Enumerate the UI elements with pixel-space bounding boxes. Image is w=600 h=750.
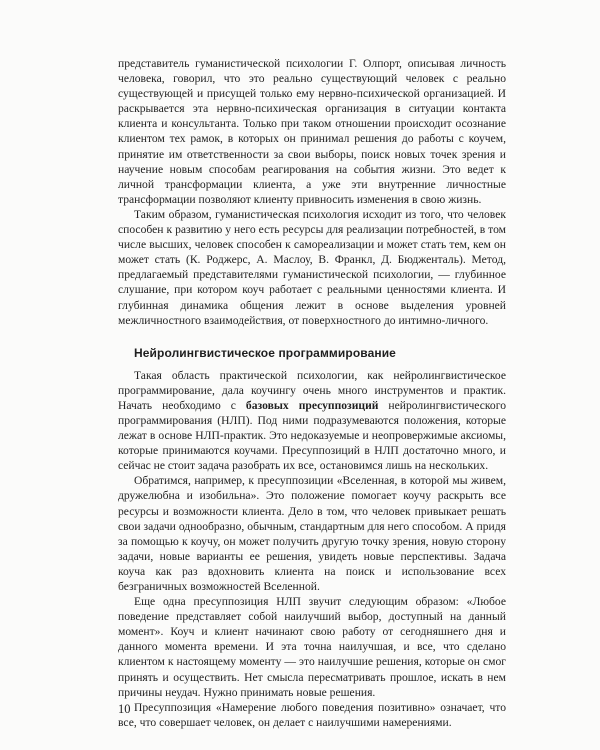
section-heading: Нейролингвистическое программирование (134, 345, 396, 360)
paragraph-nlp-2: Обратимся, например, к пресуппозиции «Вселенная, в которой мы живем, дружелюбна и изобильна». Это положение помогает коучу раскрыть все ресурсы и возможности клиента. Дело в том, что человек привыкает решать свои задачи однообразно, обычным, стандартным для него способом. А придя за помощью к коучу, он может получить другую точку зрения, новую сторону задачи, новые варианты ее решения, увидеть новые перспективы. Задача коуча как раз вдохновить клиента на поиск и использование всех безграничных возможностей Вселенной. (118, 474, 506, 593)
paragraph-intro-2: Таким образом, гуманистическая психология исходит из того, что человек способен к развитию у него есть ресурсы для реализации потребностей, в том числе высших, человек способен к самореализации и может стать тем, кем он может стать (К. Роджерс, А. Маслоу, В. Франкл, Д. Бюдженталь). Метод, предлагаемый представителями гуманистической психологии, — глубинное слушание, при котором коуч работает с реальными ценностями клиента. И глубинная динамика общения лежит в основе выделения уровней межличностного взаимодействия, от поверхностного до интимно-личного. (118, 207, 506, 327)
paragraph-nlp-4: Пресуппозиция «Намерение любого поведения позитивно» означает, что все, что совершает человек, он делает с наилучшими намерениями. (118, 700, 506, 729)
section-heading-wrap (118, 346, 506, 360)
paragraph-nlp-1-bold-term: базовых пресуппозиций (245, 398, 379, 412)
paragraph-nlp-1-after: нейролингвистического программирования (НЛП). Под ними подразумеваются положения, которые лежат в основе НЛП-практик. Это недоказуемые и неопровержимые аксиомы, которые принимаются коучами. Пресуппозиций в НЛП достаточно много, и сейчас не стоит задача разобрать их все, остановимся лишь на нескольких. (118, 398, 506, 473)
page-number: 10 (118, 702, 131, 716)
paragraph-nlp-1-before: Такая область практической психологии, как нейролингвистическое программирование, дала коучингу очень много инструментов и практик. Начать необходимо с (118, 368, 506, 412)
paragraph-nlp-1 (118, 368, 506, 474)
paragraph-nlp-3: Еще одна пресуппозиция НЛП звучит следующим образом: «Любое поведение представляет собой наилучший выбор, доступный на данный момент». Коуч и клиент начинают свою работу от сегодняшнего дня и данного момента времени. И эта точна наилучшая, и все, что сделано клиентом к настоящему моменту — это наилучшие решения, которые он смог принять и осуществить. Нет смысла пересматривать прошлое, искать в нем причины неудач. Нужно принимать новые решения. (118, 595, 506, 699)
paragraph-intro-1: представитель гуманистической психологии Г. Олпорт, описывая личность человека, говорил, что это реально существующий человек с реально существующей и присущей только ему нервно-психической организацией. И раскрывается эта нервно-психическая организация в ситуации контакта клиента и консультанта. Только при таком отношении происходит осознание клиентом тех рамок, в которых он принимал решения до работы с коучем, принятие им ответственности за свои выборы, поиск новых точек зрения и научение новым способам реагирования на события жизни. Это ведет к личной трансформации клиента, а уже эти внутренние личностные трансформации позволяют клиенту привносить изменения в свою жизнь. (118, 57, 506, 206)
page-body (118, 56, 506, 730)
